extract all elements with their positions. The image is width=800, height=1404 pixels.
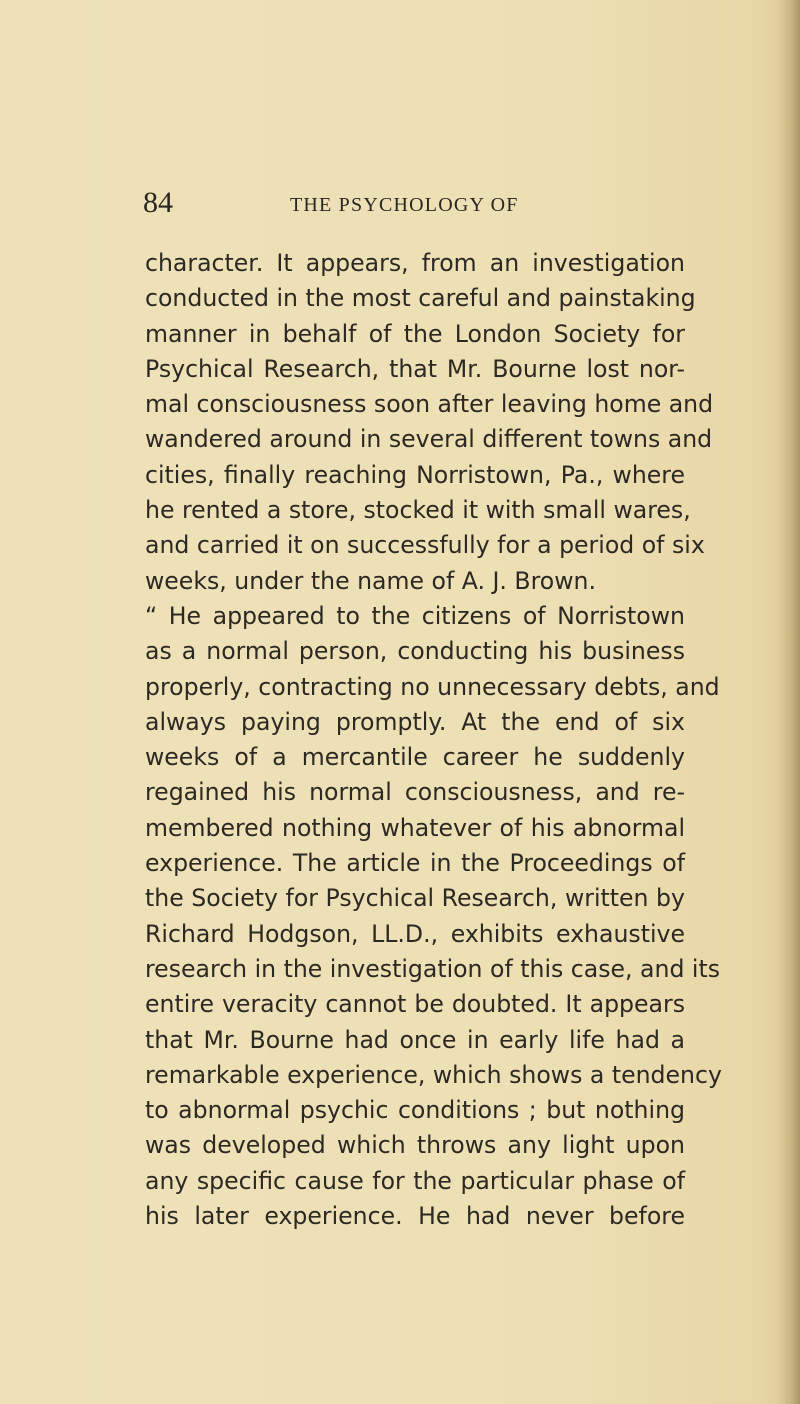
page-number: 84 [143, 186, 173, 219]
text-line: wandered around in several different towns and [145, 425, 713, 454]
text-line: was developed which throws any light upon [145, 1131, 685, 1160]
text-line: character. It appears, from an investigation [145, 249, 685, 277]
text-line: manner in behalf of the London Society for [145, 319, 685, 348]
page-header [0, 185, 800, 225]
text-line: entire veracity cannot be doubted. It appears [145, 990, 685, 1019]
running-head: THE PSYCHOLOGY OF [290, 194, 519, 216]
text-line: remarkable experience, which shows a tendency [145, 1060, 722, 1089]
text-line: his later experience. He had never before [145, 1202, 685, 1231]
text-line: weeks of a mercantile career he suddenly [145, 743, 685, 772]
text-line: and carried it on successfully for a period of six [145, 531, 705, 560]
text-line: “ He appeared to the citizens of Norristown [145, 601, 685, 630]
paragraph-end-line: weeks, under the name of A. J. Brown. [145, 566, 596, 595]
text-line: membered nothing whatever of his abnormal [145, 813, 685, 842]
text-line: as a normal person, conducting his business [145, 637, 685, 666]
text-line: research in the investigation of this case, and its [145, 954, 721, 983]
text-line: the Society for Psychical Research, written by [145, 884, 685, 913]
text-line: he rented a store, stocked it with small wares, [145, 496, 691, 525]
text-line: properly, contracting no unnecessary debts, and [145, 672, 720, 701]
body-text [145, 246, 722, 1234]
text-line: Psychical Research, that Mr. Bourne lost nor- [145, 354, 685, 383]
text-line: regained his normal consciousness, and re- [145, 778, 685, 807]
text-line: conducted in the most careful and painstaking [145, 284, 696, 313]
text-line: experience. The article in the Proceedings of [145, 849, 685, 878]
text-line: to abnormal psychic conditions ; but nothing [145, 1096, 685, 1125]
text-line: cities, finally reaching Norristown, Pa., where [145, 460, 685, 489]
text-line: Richard Hodgson, LL.D., exhibits exhaustive [145, 919, 685, 948]
text-line: mal consciousness soon after leaving home and [145, 390, 714, 419]
text-line: that Mr. Bourne had once in early life had a [145, 1025, 685, 1054]
text-line: always paying promptly. At the end of six [145, 707, 685, 736]
text-line: any specific cause for the particular phase of [145, 1166, 685, 1195]
